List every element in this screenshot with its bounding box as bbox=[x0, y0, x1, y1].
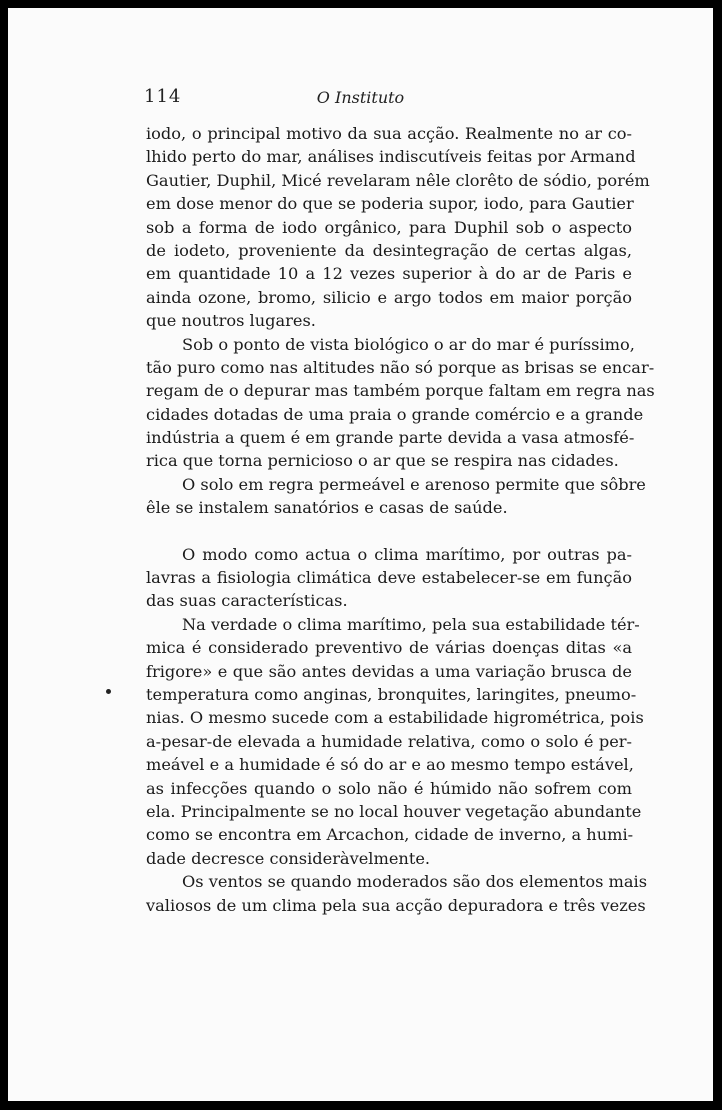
text-line: ainda ozone, bromo, silicio e argo todos em maior porção bbox=[146, 287, 632, 307]
section-gap bbox=[146, 520, 632, 543]
book-page bbox=[8, 8, 713, 1101]
text-line: dade decresce consideràvelmente. bbox=[146, 848, 431, 868]
text-line: sob a forma de iodo orgânico, para Duphil sob o aspecto bbox=[146, 217, 632, 237]
text-line: como se encontra em Arcachon, cidade de inverno, a humi- bbox=[146, 825, 634, 845]
text-line: rica que torna pernicioso o ar que se respira nas cidades. bbox=[146, 451, 619, 471]
text-line: Gautier, Duphil, Micé revelaram nêle clorêto de sódio, porém bbox=[146, 170, 650, 190]
paragraph bbox=[146, 543, 632, 613]
body-text bbox=[146, 122, 655, 917]
text-line: nias. O mesmo sucede com a estabilidade higrométrica, pois bbox=[146, 708, 644, 728]
running-title: O Instituto bbox=[316, 88, 405, 107]
text-line: O modo como actua o clima marítimo, por outras pa- bbox=[182, 544, 632, 564]
text-line: em quantidade 10 a 12 vezes superior à do ar de Paris e bbox=[146, 264, 632, 284]
text-line: ela. Principalmente se no local houver vegetação abundante bbox=[146, 801, 642, 821]
margin-dot bbox=[106, 689, 111, 694]
paragraph bbox=[146, 613, 644, 870]
paragraph bbox=[146, 122, 650, 333]
paragraph bbox=[146, 333, 655, 473]
page-number: 114 bbox=[144, 86, 182, 107]
text-line: de iodeto, proveniente da desintegração de certas algas, bbox=[146, 240, 632, 260]
text-line: indústria a quem é em grande parte devida a vasa atmosfé- bbox=[146, 428, 635, 448]
text-line: temperatura como anginas, bronquites, laringites, pneumo- bbox=[146, 684, 637, 704]
text-line: mica é considerado preventivo de várias doenças ditas «a bbox=[146, 638, 632, 658]
text-line: lhido perto do mar, análises indiscutíveis feitas por Armand bbox=[146, 147, 636, 167]
text-line: iodo, o principal motivo da sua acção. Realmente no ar co- bbox=[146, 124, 632, 143]
text-line: cidades dotadas de uma praia o grande comércio e a grande bbox=[146, 404, 644, 424]
text-line: O solo em regra permeável e arenoso permite que sôbre bbox=[182, 474, 646, 494]
text-line: êle se instalem sanatórios e casas de saúde. bbox=[146, 498, 508, 518]
text-line: Os ventos se quando moderados são dos elementos mais bbox=[182, 872, 648, 892]
paragraph bbox=[146, 870, 648, 917]
text-line: que noutros lugares. bbox=[146, 311, 316, 331]
text-line: Sob o ponto de vista biológico o ar do mar é puríssimo, bbox=[182, 334, 635, 354]
paragraph bbox=[146, 473, 646, 520]
text-line: frigore» e que são antes devidas a uma variação brusca de bbox=[146, 661, 632, 681]
text-line: tão puro como nas altitudes não só porque as brisas se encar- bbox=[146, 357, 655, 377]
text-line: lavras a fisiologia climática deve estabelecer-se em função bbox=[146, 568, 632, 588]
text-line: a-pesar-de elevada a humidade relativa, como o solo é per- bbox=[146, 731, 632, 751]
text-line: das suas características. bbox=[146, 591, 348, 611]
text-line: valiosos de um clima pela sua acção depuradora e três vezes bbox=[146, 895, 646, 915]
text-line: meável e a humidade é só do ar e ao mesmo tempo estável, bbox=[146, 755, 634, 775]
text-line: regam de o depurar mas também porque faltam em regra nas bbox=[146, 381, 655, 401]
text-line: as infecções quando o solo não é húmido não sofrem com bbox=[146, 778, 632, 798]
text-line: Na verdade o clima marítimo, pela sua estabilidade tér- bbox=[182, 614, 640, 634]
text-line: em dose menor do que se poderia supor, iodo, para Gautier bbox=[146, 194, 634, 214]
